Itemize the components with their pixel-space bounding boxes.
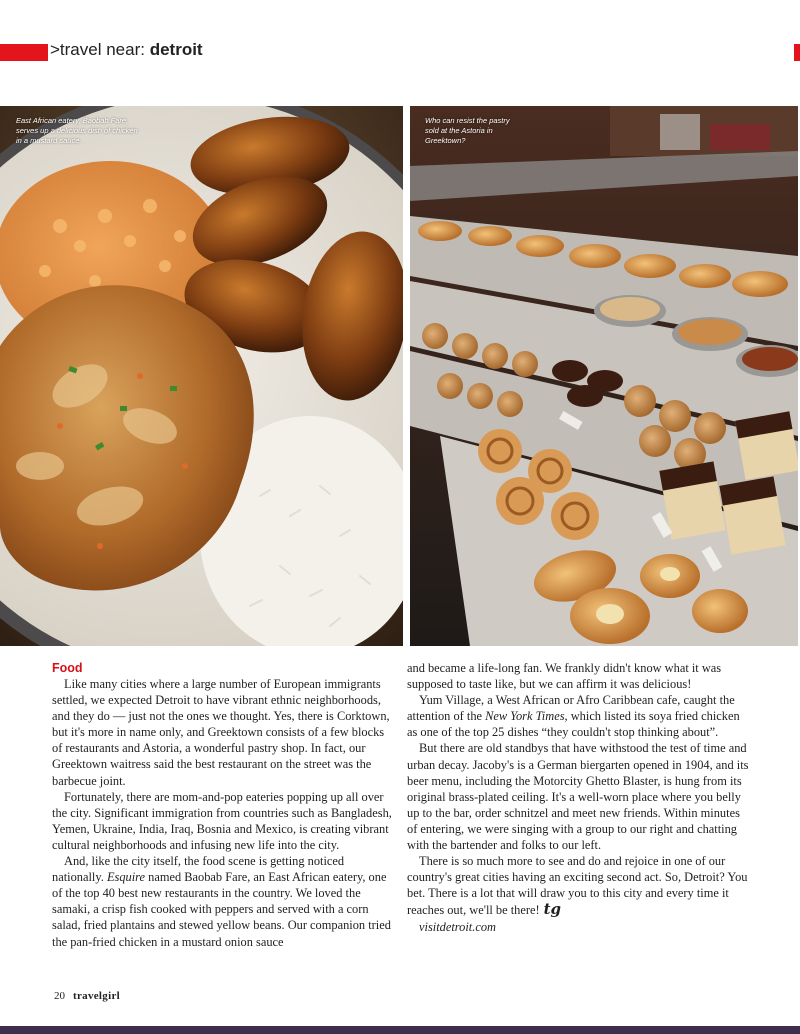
paragraph: Like many cities where a large number of European immigrants settled, we expected Detroit to have vibrant ethnic neighborhoods, and they do — just not the ones we thought. Yes, there is Corktown, but it's more in name only, and Greektown consists of a few blocks of restaurants and Astoria, a wonderful pastry shop. In fact, our Greektown waitress said the best restaurant on the street was the barbecue joint.	[52, 677, 390, 788]
paragraph: Fortunately, there are mom-and-pop eateries popping up all over the city. Significant immigration from countries such as Bangladesh, Yemen, Ukraine, India, Iraq, Bosnia and Mexico, is creating vibrant cultural neighborhoods and infusing new life into the city.	[52, 789, 392, 852]
publication-name: New York Times	[485, 709, 565, 724]
header-accent-bar-left	[0, 44, 48, 61]
article-column-right	[407, 660, 752, 935]
paragraph	[52, 853, 397, 950]
section-heading-food: Food	[52, 661, 83, 675]
pastry-case-photo	[410, 106, 798, 646]
food-plate-photo	[0, 106, 403, 646]
text-run: , which listed its soya fried chicken as one of the top 25 dishes “they couldn't stop thinking about”.	[407, 709, 740, 740]
text-run: Yum Village, a West African or Afro Caribbean cafe, caught the attention of the	[407, 693, 735, 724]
page-footer	[54, 990, 120, 1002]
photo-caption-right: Who can resist the pastry sold at the Astoria in Greektown?	[425, 116, 510, 145]
food-plate-illustration	[0, 106, 403, 646]
text-run: And, like the city itself, the food scene is getting noticed nationally.	[52, 854, 345, 885]
publication-name: Esquire	[106, 870, 146, 885]
header-city: detroit	[149, 40, 203, 59]
header-prefix: >travel near:	[50, 40, 150, 59]
header-accent-bar-right	[794, 44, 800, 61]
text-run: There is so much more to see and do and rejoice in one of our country's great cities having an exciting second act. So, Detroit? You bet. There is a lot that will draw you to this city and every time it reaches out, we'll be there!	[407, 854, 748, 918]
paragraph	[407, 692, 752, 740]
paragraph	[407, 853, 752, 918]
text-run: named Baobab Fare, an East African eatery, one of the top 40 best new restaurants in the country. We loved the samaki, a crisp fish cooked with peppers and served with a corn salad, fried plantains and stewed yellow beans. Our companion tried the pan-fried chicken in a mustard onion sauce	[52, 870, 391, 949]
bottom-border-bar	[0, 1026, 800, 1034]
page-number: 20	[54, 990, 65, 1002]
section-header	[50, 40, 203, 60]
photo-caption-left: East African eatery, Baobab Fare, serves up a delicious dish of chicken in a mustard sauce.	[16, 116, 138, 145]
pastry-case-illustration	[410, 106, 798, 646]
paragraph: But there are old standbys that have withstood the test of time and urban decay. Jacoby's is a German biergarten opened in 1904, and its beer menu, including the Motorcity Ghetto Blaster, is hung from its original brass-plated ceiling. It's a well-worn place where you belly up to the bar, order schnitzel and meet new friends. Within minutes of entering, we were singing with a group to our right and chatting with the bartender and folks to our left.	[407, 741, 749, 853]
magazine-name: travelgirl	[73, 990, 120, 1002]
travelgirl-end-mark: tg	[543, 900, 562, 919]
article-column-left	[52, 660, 397, 950]
website-link[interactable]: visitdetroit.com	[419, 919, 496, 934]
paragraph: and became a life-long fan. We frankly didn't know what it was supposed to taste like, but we can affirm it was delicious!	[407, 661, 722, 692]
